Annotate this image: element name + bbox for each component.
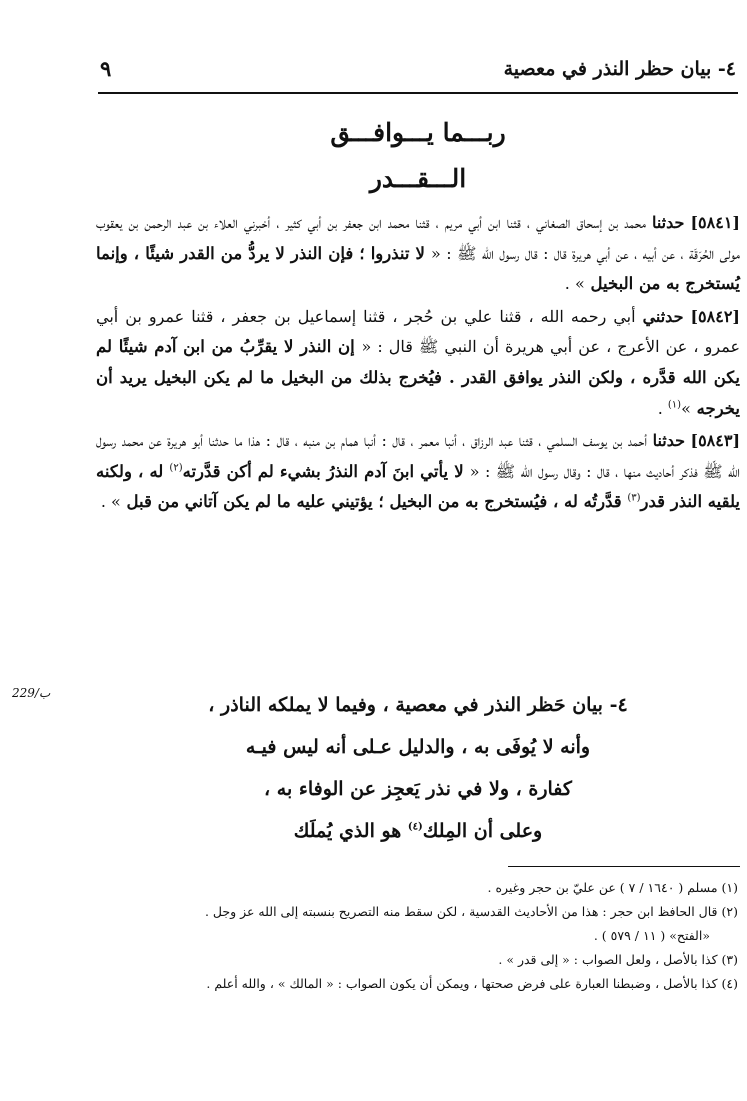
hadith-end: » . (100, 492, 121, 512)
hadith-body (96, 208, 740, 520)
chapter-heading-line-2: الـــقـــدر (369, 164, 467, 193)
section-heading-line-1: ٤- بيان حَظر النذر في معصية ، وفيما لا يملكه الناذر ، (208, 694, 628, 716)
footnote-ref-3[interactable]: (٣) (627, 493, 641, 505)
section-heading-line-4-a: وعلى أن المِلك (422, 820, 543, 842)
running-header (98, 52, 738, 94)
footnotes (70, 876, 738, 996)
page-number: ٩ (100, 56, 112, 81)
footnote-2: (٢) قال الحافظ ابن حجر : هذا من الأحاديث القدسية ، لكن سقط منه التصريح بنسبته إلى الله عز وجل . (204, 904, 738, 919)
hadith-number: [٥٨٤١] (690, 213, 740, 232)
footnote-separator (508, 866, 740, 867)
footnote-3: (٣) كذا بالأصل ، ولعل الصواب : « إلى قدر » . (498, 952, 738, 967)
hadith-tail: . (657, 398, 668, 418)
hadith-5843 (96, 426, 740, 518)
footnote-ref-4[interactable]: (٤) (407, 821, 423, 833)
footnote-ref-1[interactable]: (١) (667, 399, 682, 411)
hadith-5842 (96, 302, 740, 424)
hadith-matn-part-3: قدَّرتُه له ، فيُستخرج به من البخيل ؛ يؤتيني عليه ما لم يكن آتاني من قبل (120, 492, 628, 512)
section-heading (98, 684, 738, 852)
hadith-lead: حدثنا (652, 431, 686, 451)
hadith-end: » (681, 398, 691, 418)
hadith-lead: حدثني (642, 306, 684, 326)
hadith-number: [٥٨٤٢] (690, 306, 740, 326)
hadith-matn: إن النذر لا يقرِّبُ من ابن آدم شيئًا لم يكن الله قدَّره ، ولكن النذر يوافق القدر . فيُخرج بذلك من البخيل ما لم يكن البخيل يريد أن يخرجه (96, 337, 740, 418)
hadith-isnad: أبي رحمه الله ، قثنا علي بن حُجر ، قثنا إسماعيل بن جعفر ، قثنا عمرو بن أبي عمرو ، عن الأعرج ، عن أبي هريرة أن النبي ﷺ قال : « (96, 306, 740, 357)
hadith-matn: لا تنذروا ؛ فإن النذر لا يردُّ من القدر شيئًا ، وإنما يُستخرج به من البخيل (96, 243, 740, 294)
hadith-5841 (96, 208, 740, 300)
hadith-end: » . (564, 274, 585, 294)
footnote-1: (١) مسلم ( ١٦٤٠ / ٧ ) عن عليّ بن حجر وغيره . (487, 880, 738, 895)
hadith-lead: حدثنا (651, 213, 685, 232)
manuscript-folio-note: 229/ب (12, 686, 51, 700)
section-heading-line-3: كفارة ، ولا في نذر يَعجِز عن الوفاء به ، (264, 778, 572, 800)
chapter-heading-line-1: ربـــما يـــوافـــق (330, 118, 506, 147)
running-title: ٤- بيان حظر النذر في معصية (503, 58, 736, 80)
section-heading-line-4-b: هو الذي يُملَك (293, 820, 408, 842)
section-heading-line-2: وأنه لا يُوفَى به ، والدليل عـلى أنه ليس فيـه (245, 736, 591, 758)
hadith-isnad: أحمد بن يوسف السلمي ، قثنا عبد الرزاق ، أنبا معمر ، قال : أنبا همام بن منبه ، قال : هذا ما حدثنا أبو هريرة عن محمد رسول الله ﷺ فذكر أحاديث منها ، قال : وقال رسول الله ﷺ : « (96, 431, 740, 481)
footnote-ref-2[interactable]: (٢) (169, 462, 183, 474)
footnote-4: (٤) كذا بالأصل ، وضبطنا العبارة على فرض صحتها ، ويمكن أن يكون الصواب : « المالك » ، والله أعلم . (206, 976, 738, 991)
hadith-matn-part-2: له ، ولكنه يلقيه النذر قدر (96, 461, 740, 512)
hadith-isnad: محمد بن إسحاق الصغاني ، قثنا ابن أبي مريم ، قثنا محمد ابن جعفر بن أبي كثير ، أخبرني العلاء بن عبد الرحمن بن يعقوب مولى الحُرَقَة ، عن أبيه ، عن أبي هريرة قال : قال رسول الله ﷺ : « (96, 213, 740, 263)
hadith-number: [٥٨٤٣] (690, 431, 741, 451)
section-heading-line-4 (98, 810, 738, 852)
hadith-matn-part-1: لا يأتي ابنَ آدم النذرُ بشيء لم أكن قدَّرته (182, 461, 470, 481)
footnote-2-continued: «الفتح» ( ١١ / ٥٧٩ ) . (593, 928, 710, 943)
